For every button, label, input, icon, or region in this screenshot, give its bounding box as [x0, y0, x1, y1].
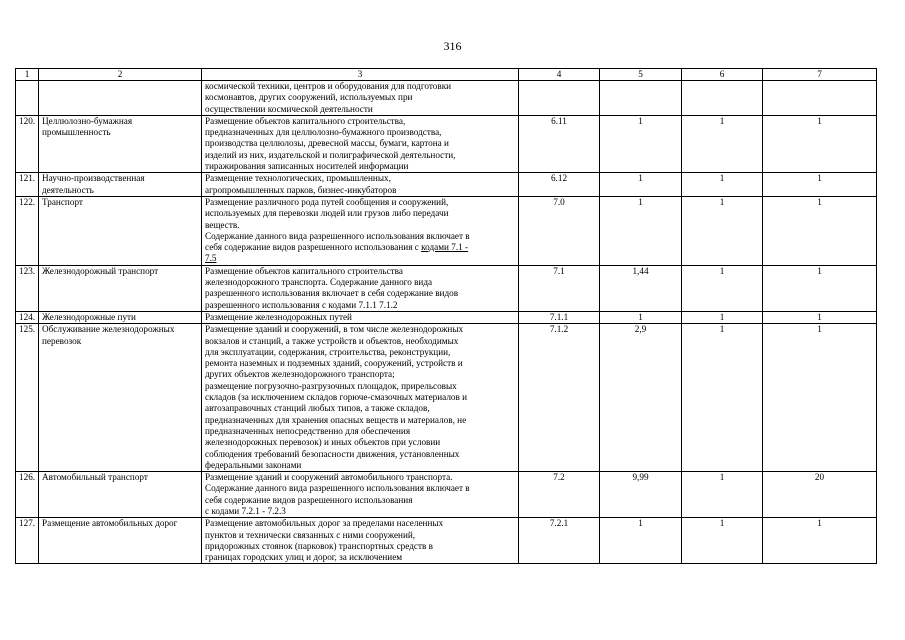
column-7-value: 20	[763, 472, 877, 518]
use-description-text: Размещение технологических, промышленных, агропромышленных парков, бизнес-инкубаторов	[205, 173, 397, 195]
use-description-text: Размещение объектов капитального строительства, предназначенных для целлюлозно-бумажного производства, производства целлюлозы, древесной массы, бумаги, картона и изделий из них, издательской и полиграфической деятельности, тиражирования записанных носителей информации	[205, 115, 456, 172]
use-type-name: Обслуживание железнодорожных перевозок	[39, 324, 202, 472]
use-code: 7.2.1	[519, 518, 600, 564]
use-description-text: космической техники, центров и оборудования для подготовки космонавтов, других сооружений, используемых при осуществлении космической деятельности	[205, 81, 452, 114]
header-cell-7: 7	[763, 69, 877, 81]
use-description-text: Размещение железнодорожных путей	[205, 311, 352, 322]
use-code: 7.0	[519, 196, 600, 265]
header-cell-1: 1	[16, 69, 39, 81]
use-description	[202, 472, 519, 518]
column-6-value: 1	[682, 173, 763, 197]
row-number: 127.	[16, 518, 39, 564]
column-7-value: 1	[763, 196, 877, 265]
use-type-name: Научно-производственная деятельность	[39, 173, 202, 197]
use-description	[202, 265, 519, 311]
use-type-name: Железнодорожные пути	[39, 311, 202, 323]
row-number: 120.	[16, 115, 39, 172]
column-7-value: 1	[763, 518, 877, 564]
header-cell-3: 3	[202, 69, 519, 81]
header-row	[16, 69, 877, 81]
use-description	[202, 311, 519, 323]
codes-reference-link[interactable]: кодами 7.1 - 7.5	[205, 242, 469, 264]
use-description-text: Размещение зданий и сооружений, в том числе железнодорожных вокзалов и станций, а также устройств и объектов, необходимых для эксплуатации, содержания, строительства, реконструкции, ремонта наземных и подземных зданий, сооружений, устройств и других объектов железнодорожного транспорта; размещение погрузочно-разгрузочных площадок, прирельсовых складов (за исключением складов горюче-смазочных материалов и автозаправочных станций любых типов, а также складов, предназначенных для хранения опасных веществ и материалов, не предназначенных непосредственно для обеспечения железнодорожных перевозок) и иных объектов при условии соблюдения требований безопасности движения, установленных федеральными законами	[205, 324, 468, 470]
use-description-text: Размещение зданий и сооружений автомобильного транспорта. Содержание данного вида разрешенного использования включает в себя содержание видов разрешенного использования с кодами 7.2.1 - 7.2.3	[205, 472, 470, 516]
column-6-value: 1	[682, 265, 763, 311]
page-number: 316	[443, 39, 462, 53]
use-type-name: Размещение автомобильных дорог	[39, 518, 202, 564]
column-5-value: 1	[600, 173, 682, 197]
use-code	[519, 81, 600, 116]
header-cell-2: 2	[39, 69, 202, 81]
column-5-value	[600, 81, 682, 116]
table-row	[16, 115, 877, 172]
column-6-value	[682, 81, 763, 116]
use-code: 6.12	[519, 173, 600, 197]
header-cell-6: 6	[682, 69, 763, 81]
use-description-text: Размещение объектов капитального строительства железнодорожного транспорта. Содержание данного вида разрешенного использования включает в себя содержание видов разрешенного использования с кодами 7.1.1 7.1.2	[205, 265, 459, 310]
use-type-name	[39, 81, 202, 116]
table-row	[16, 196, 877, 265]
use-type-name: Транспорт	[39, 196, 202, 265]
column-5-value: 1,44	[600, 265, 682, 311]
column-6-value: 1	[682, 472, 763, 518]
column-7-value: 1	[763, 173, 877, 197]
table-row	[16, 311, 877, 323]
column-5-value: 2,9	[600, 324, 682, 472]
use-description	[202, 518, 519, 564]
row-number: 122.	[16, 196, 39, 265]
use-code: 7.1	[519, 265, 600, 311]
use-description-text: Размещение автомобильных дорог за пределами населенных пунктов и технически связанных с ними сооружений, придорожных стоянок (парковок) транспортных средств в границах городских улиц и дорог, за исключением	[205, 518, 444, 563]
row-number: 121.	[16, 173, 39, 197]
use-description-text	[205, 197, 515, 265]
column-6-value: 1	[682, 324, 763, 472]
use-type-name: Железнодорожный транспорт	[39, 265, 202, 311]
row-number	[16, 81, 39, 116]
use-type-name: Целлюлозно-бумажная промышленность	[39, 115, 202, 172]
column-5-value: 1	[600, 311, 682, 323]
use-code: 7.1.2	[519, 324, 600, 472]
use-description	[202, 81, 519, 116]
column-7-value: 1	[763, 115, 877, 172]
use-code: 7.2	[519, 472, 600, 518]
table-row	[16, 518, 877, 564]
column-6-value: 1	[682, 196, 763, 265]
table-row	[16, 81, 877, 116]
use-description-text-main: Размещение различного рода путей сообщения и сооружений, используемых для перевозки людей или грузов либо передачи веществ. Содержание данного вида разрешенного использования включает в себя содержание видов разрешенного использования с	[205, 196, 470, 253]
column-7-value	[763, 81, 877, 116]
column-7-value: 1	[763, 311, 877, 323]
column-5-value: 9,99	[600, 472, 682, 518]
use-description	[202, 173, 519, 197]
column-7-value: 1	[763, 265, 877, 311]
land-use-table	[15, 68, 877, 564]
column-5-value: 1	[600, 518, 682, 564]
header-cell-5: 5	[600, 69, 682, 81]
use-description	[202, 196, 519, 265]
column-6-value: 1	[682, 311, 763, 323]
header-cell-4: 4	[519, 69, 600, 81]
row-number: 123.	[16, 265, 39, 311]
table-row	[16, 324, 877, 472]
row-number: 125.	[16, 324, 39, 472]
use-description	[202, 115, 519, 172]
column-5-value: 1	[600, 196, 682, 265]
column-6-value: 1	[682, 518, 763, 564]
use-description	[202, 324, 519, 472]
column-5-value: 1	[600, 115, 682, 172]
table-row	[16, 472, 877, 518]
table-row	[16, 265, 877, 311]
use-type-name: Автомобильный транспорт	[39, 472, 202, 518]
table-row	[16, 173, 877, 197]
column-6-value: 1	[682, 115, 763, 172]
column-7-value: 1	[763, 324, 877, 472]
use-code: 7.1.1	[519, 311, 600, 323]
row-number: 126.	[16, 472, 39, 518]
use-code: 6.11	[519, 115, 600, 172]
row-number: 124.	[16, 311, 39, 323]
